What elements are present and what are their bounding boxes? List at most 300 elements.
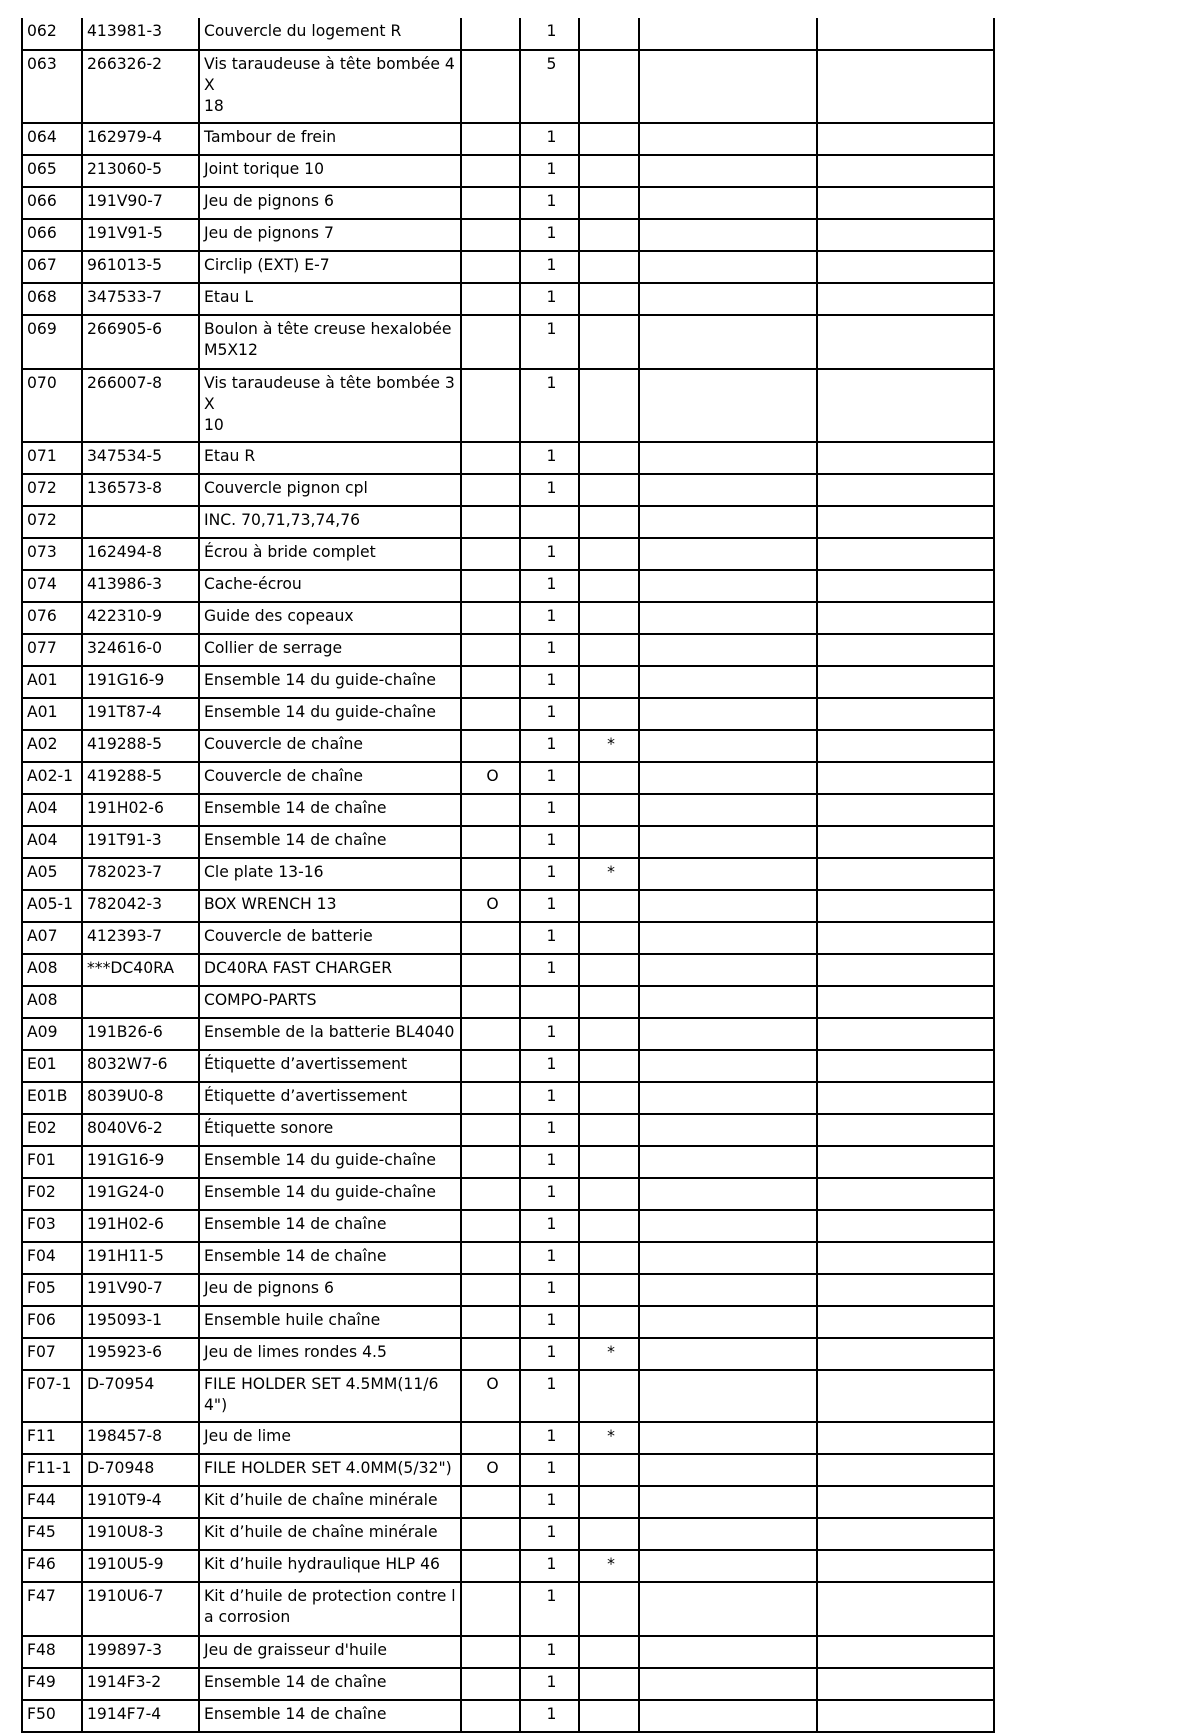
description-cell: Ensemble huile chaîne (199, 1306, 461, 1338)
quantity-cell: 1 (520, 890, 579, 922)
blank-cell (817, 442, 994, 474)
quantity-cell: 1 (520, 251, 579, 283)
note-cell (579, 794, 639, 826)
description-cell: Joint torique 10 (199, 155, 461, 187)
table-row (22, 1486, 994, 1518)
note-cell (579, 18, 639, 50)
quantity-cell: 1 (520, 1636, 579, 1668)
ref-number-cell: F07 (22, 1338, 82, 1370)
part-number-cell: 324616-0 (82, 634, 199, 666)
quantity-cell: 1 (520, 1114, 579, 1146)
description-cell: Etau R (199, 442, 461, 474)
blank-cell (817, 506, 994, 538)
note-cell: * (579, 1550, 639, 1582)
note-cell (579, 1274, 639, 1306)
blank-cell (817, 474, 994, 506)
note-cell (579, 1146, 639, 1178)
part-number-cell: 782023-7 (82, 858, 199, 890)
quantity-cell: 1 (520, 794, 579, 826)
quantity-cell: 1 (520, 1146, 579, 1178)
option-cell (461, 1422, 520, 1454)
blank-cell (639, 1668, 817, 1700)
blank-cell (639, 155, 817, 187)
table-row (22, 1454, 994, 1486)
blank-cell (817, 18, 994, 50)
option-cell (461, 1210, 520, 1242)
blank-cell (639, 986, 817, 1018)
option-cell (461, 1178, 520, 1210)
note-cell: * (579, 1422, 639, 1454)
blank-cell (817, 1178, 994, 1210)
blank-cell (817, 1550, 994, 1582)
table-row (22, 1210, 994, 1242)
option-cell (461, 634, 520, 666)
quantity-cell (520, 986, 579, 1018)
quantity-cell: 1 (520, 538, 579, 570)
table-row (22, 1668, 994, 1700)
description-cell: Couvercle de chaîne (199, 762, 461, 794)
option-cell (461, 922, 520, 954)
blank-cell (639, 1338, 817, 1370)
table-row (22, 602, 994, 634)
description-cell: Guide des copeaux (199, 602, 461, 634)
note-cell (579, 369, 639, 442)
description-cell: Boulon à tête creuse hexalobée M5X12 (199, 315, 461, 369)
note-cell: * (579, 730, 639, 762)
description-cell: Couvercle pignon cpl (199, 474, 461, 506)
quantity-cell: 1 (520, 315, 579, 369)
blank-cell (639, 18, 817, 50)
part-number-cell: 8040V6-2 (82, 1114, 199, 1146)
description-cell: Ensemble 14 de chaîne (199, 1210, 461, 1242)
part-number-cell: 191H02-6 (82, 794, 199, 826)
blank-cell (817, 283, 994, 315)
blank-cell (639, 698, 817, 730)
quantity-cell: 1 (520, 442, 579, 474)
blank-cell (817, 1082, 994, 1114)
option-cell (461, 570, 520, 602)
note-cell (579, 315, 639, 369)
note-cell (579, 602, 639, 634)
table-row (22, 1274, 994, 1306)
option-cell (461, 1018, 520, 1050)
table-row (22, 570, 994, 602)
note-cell (579, 1486, 639, 1518)
option-cell (461, 1050, 520, 1082)
table-row (22, 1370, 994, 1422)
option-cell (461, 315, 520, 369)
blank-cell (817, 1050, 994, 1082)
blank-cell (817, 1668, 994, 1700)
table-row (22, 762, 994, 794)
blank-cell (817, 826, 994, 858)
blank-cell (639, 1274, 817, 1306)
part-number-cell: 191G24-0 (82, 1178, 199, 1210)
note-cell (579, 123, 639, 155)
part-number-cell: 191T91-3 (82, 826, 199, 858)
option-cell (461, 858, 520, 890)
quantity-cell: 1 (520, 1422, 579, 1454)
blank-cell (639, 1700, 817, 1732)
part-number-cell: 961013-5 (82, 251, 199, 283)
option-cell (461, 1668, 520, 1700)
option-cell: O (461, 1370, 520, 1422)
table-row (22, 1338, 994, 1370)
blank-cell (639, 315, 817, 369)
quantity-cell: 1 (520, 219, 579, 251)
table-row (22, 283, 994, 315)
blank-cell (817, 1306, 994, 1338)
ref-number-cell: 066 (22, 219, 82, 251)
option-cell (461, 826, 520, 858)
note-cell (579, 570, 639, 602)
note-cell (579, 442, 639, 474)
description-cell: Kit d’huile de protection contre l a corrosion (199, 1582, 461, 1636)
quantity-cell: 1 (520, 474, 579, 506)
option-cell (461, 1306, 520, 1338)
blank-cell (817, 634, 994, 666)
ref-number-cell: E02 (22, 1114, 82, 1146)
part-number-cell: 195923-6 (82, 1338, 199, 1370)
blank-cell (817, 698, 994, 730)
blank-cell (639, 1242, 817, 1274)
part-number-cell: 198457-8 (82, 1422, 199, 1454)
ref-number-cell: E01 (22, 1050, 82, 1082)
description-cell: Etau L (199, 283, 461, 315)
description-cell: DC40RA FAST CHARGER (199, 954, 461, 986)
description-cell: Kit d’huile de chaîne minérale (199, 1486, 461, 1518)
blank-cell (817, 890, 994, 922)
part-number-cell: 191G16-9 (82, 1146, 199, 1178)
quantity-cell: 1 (520, 1582, 579, 1636)
note-cell (579, 1582, 639, 1636)
part-number-cell: 195093-1 (82, 1306, 199, 1338)
part-number-cell: 1914F7-4 (82, 1700, 199, 1732)
option-cell (461, 986, 520, 1018)
table-row (22, 858, 994, 890)
blank-cell (817, 858, 994, 890)
quantity-cell (520, 506, 579, 538)
part-number-cell: 419288-5 (82, 730, 199, 762)
blank-cell (817, 315, 994, 369)
quantity-cell: 1 (520, 1668, 579, 1700)
quantity-cell: 1 (520, 730, 579, 762)
table-row (22, 18, 994, 50)
blank-cell (817, 50, 994, 123)
table-row (22, 1700, 994, 1732)
note-cell (579, 251, 639, 283)
part-number-cell: 412393-7 (82, 922, 199, 954)
table-row (22, 251, 994, 283)
part-number-cell: 1910U6-7 (82, 1582, 199, 1636)
blank-cell (817, 1242, 994, 1274)
blank-cell (817, 730, 994, 762)
description-cell: Ensemble 14 de chaîne (199, 1668, 461, 1700)
blank-cell (639, 1422, 817, 1454)
note-cell (579, 50, 639, 123)
table-row (22, 1518, 994, 1550)
blank-cell (639, 730, 817, 762)
quantity-cell: 1 (520, 666, 579, 698)
blank-cell (817, 219, 994, 251)
table-row (22, 1422, 994, 1454)
option-cell (461, 538, 520, 570)
part-number-cell: 419288-5 (82, 762, 199, 794)
blank-cell (817, 123, 994, 155)
blank-cell (817, 1454, 994, 1486)
blank-cell (639, 858, 817, 890)
table-row (22, 1082, 994, 1114)
table-row (22, 442, 994, 474)
blank-cell (639, 1486, 817, 1518)
option-cell (461, 698, 520, 730)
note-cell (579, 1668, 639, 1700)
table-row (22, 1050, 994, 1082)
blank-cell (639, 1370, 817, 1422)
blank-cell (817, 570, 994, 602)
blank-cell (639, 634, 817, 666)
blank-cell (639, 251, 817, 283)
part-number-cell: 191V91-5 (82, 219, 199, 251)
description-cell: Jeu de pignons 6 (199, 1274, 461, 1306)
table-row (22, 986, 994, 1018)
blank-cell (817, 922, 994, 954)
quantity-cell: 1 (520, 1018, 579, 1050)
blank-cell (817, 1338, 994, 1370)
blank-cell (639, 50, 817, 123)
ref-number-cell: 070 (22, 369, 82, 442)
blank-cell (639, 538, 817, 570)
option-cell (461, 1242, 520, 1274)
description-cell: Jeu de pignons 7 (199, 219, 461, 251)
description-cell: Collier de serrage (199, 634, 461, 666)
option-cell (461, 1636, 520, 1668)
description-cell: Ensemble 14 de chaîne (199, 826, 461, 858)
blank-cell (817, 794, 994, 826)
quantity-cell: 1 (520, 369, 579, 442)
option-cell (461, 187, 520, 219)
option-cell (461, 1082, 520, 1114)
ref-number-cell: F11 (22, 1422, 82, 1454)
quantity-cell: 1 (520, 762, 579, 794)
description-cell: Étiquette d’avertissement (199, 1050, 461, 1082)
part-number-cell: 1910T9-4 (82, 1486, 199, 1518)
note-cell (579, 762, 639, 794)
part-number-cell: 191T87-4 (82, 698, 199, 730)
description-cell: Jeu de pignons 6 (199, 187, 461, 219)
description-cell: Ensemble 14 du guide-chaîne (199, 1178, 461, 1210)
quantity-cell: 1 (520, 1550, 579, 1582)
blank-cell (817, 1274, 994, 1306)
part-number-cell: 782042-3 (82, 890, 199, 922)
description-cell: Circlip (EXT) E-7 (199, 251, 461, 283)
quantity-cell: 1 (520, 858, 579, 890)
blank-cell (639, 506, 817, 538)
ref-number-cell: F46 (22, 1550, 82, 1582)
blank-cell (639, 1454, 817, 1486)
option-cell (461, 1518, 520, 1550)
blank-cell (817, 1114, 994, 1146)
description-cell: Ensemble 14 du guide-chaîne (199, 666, 461, 698)
description-cell: Cle plate 13-16 (199, 858, 461, 890)
part-number-cell: 413986-3 (82, 570, 199, 602)
blank-cell (639, 762, 817, 794)
note-cell: * (579, 1338, 639, 1370)
description-cell: Jeu de limes rondes 4.5 (199, 1338, 461, 1370)
description-cell: Ensemble 14 de chaîne (199, 1700, 461, 1732)
blank-cell (639, 826, 817, 858)
option-cell (461, 1274, 520, 1306)
part-number-cell: 162979-4 (82, 123, 199, 155)
quantity-cell: 1 (520, 1082, 579, 1114)
blank-cell (639, 1582, 817, 1636)
ref-number-cell: A04 (22, 826, 82, 858)
description-cell: Jeu de lime (199, 1422, 461, 1454)
quantity-cell: 1 (520, 1486, 579, 1518)
description-cell: Couvercle de chaîne (199, 730, 461, 762)
ref-number-cell: F05 (22, 1274, 82, 1306)
table-row (22, 315, 994, 369)
blank-cell (639, 1114, 817, 1146)
ref-number-cell: 074 (22, 570, 82, 602)
description-cell: Vis taraudeuse à tête bombée 3X 10 (199, 369, 461, 442)
option-cell (461, 474, 520, 506)
note-cell (579, 986, 639, 1018)
note-cell (579, 1636, 639, 1668)
blank-cell (817, 666, 994, 698)
blank-cell (639, 1550, 817, 1582)
ref-number-cell: A01 (22, 698, 82, 730)
ref-number-cell: 066 (22, 187, 82, 219)
table-row (22, 698, 994, 730)
ref-number-cell: A01 (22, 666, 82, 698)
table-row (22, 1550, 994, 1582)
blank-cell (639, 1050, 817, 1082)
note-cell: * (579, 858, 639, 890)
part-number-cell: 347533-7 (82, 283, 199, 315)
ref-number-cell: F50 (22, 1700, 82, 1732)
blank-cell (817, 602, 994, 634)
ref-number-cell: F49 (22, 1668, 82, 1700)
quantity-cell: 1 (520, 1178, 579, 1210)
part-number-cell: 266905-6 (82, 315, 199, 369)
option-cell (461, 1486, 520, 1518)
blank-cell (639, 666, 817, 698)
blank-cell (639, 1018, 817, 1050)
ref-number-cell: 071 (22, 442, 82, 474)
option-cell (461, 666, 520, 698)
blank-cell (817, 1486, 994, 1518)
description-cell: Cache-écrou (199, 570, 461, 602)
ref-number-cell: F45 (22, 1518, 82, 1550)
part-number-cell: 422310-9 (82, 602, 199, 634)
part-number-cell: 413981-3 (82, 18, 199, 50)
part-number-cell: 191V90-7 (82, 1274, 199, 1306)
note-cell (579, 1306, 639, 1338)
table-row (22, 1582, 994, 1636)
ref-number-cell: F01 (22, 1146, 82, 1178)
part-number-cell: 191G16-9 (82, 666, 199, 698)
note-cell (579, 538, 639, 570)
blank-cell (817, 187, 994, 219)
part-number-cell: 1914F3-2 (82, 1668, 199, 1700)
table-row (22, 187, 994, 219)
blank-cell (639, 1210, 817, 1242)
ref-number-cell: 076 (22, 602, 82, 634)
option-cell (461, 251, 520, 283)
part-number-cell: D-70954 (82, 1370, 199, 1422)
quantity-cell: 1 (520, 1274, 579, 1306)
table-row (22, 1114, 994, 1146)
blank-cell (817, 1582, 994, 1636)
note-cell (579, 890, 639, 922)
description-cell: FILE HOLDER SET 4.5MM(11/64") (199, 1370, 461, 1422)
note-cell (579, 283, 639, 315)
blank-cell (639, 890, 817, 922)
part-number-cell: 213060-5 (82, 155, 199, 187)
blank-cell (639, 602, 817, 634)
blank-cell (639, 1636, 817, 1668)
part-number-cell: D-70948 (82, 1454, 199, 1486)
blank-cell (817, 1636, 994, 1668)
note-cell (579, 1454, 639, 1486)
blank-cell (817, 986, 994, 1018)
table-row (22, 50, 994, 123)
table-row (22, 538, 994, 570)
blank-cell (817, 538, 994, 570)
part-number-cell: 191V90-7 (82, 187, 199, 219)
description-cell: Étiquette sonore (199, 1114, 461, 1146)
description-cell: Ensemble 14 du guide-chaîne (199, 698, 461, 730)
ref-number-cell: A05-1 (22, 890, 82, 922)
note-cell (579, 1242, 639, 1274)
quantity-cell: 1 (520, 570, 579, 602)
part-number-cell (82, 986, 199, 1018)
option-cell (461, 155, 520, 187)
blank-cell (639, 922, 817, 954)
ref-number-cell: 069 (22, 315, 82, 369)
description-cell: Étiquette d’avertissement (199, 1082, 461, 1114)
blank-cell (639, 283, 817, 315)
note-cell (579, 187, 639, 219)
option-cell (461, 602, 520, 634)
option-cell (461, 1550, 520, 1582)
description-cell: Kit d’huile de chaîne minérale (199, 1518, 461, 1550)
blank-cell (639, 570, 817, 602)
option-cell (461, 730, 520, 762)
description-cell: Ensemble 14 du guide-chaîne (199, 1146, 461, 1178)
option-cell (461, 1114, 520, 1146)
description-cell: FILE HOLDER SET 4.0MM(5/32") (199, 1454, 461, 1486)
table-row (22, 1178, 994, 1210)
note-cell (579, 922, 639, 954)
ref-number-cell: A09 (22, 1018, 82, 1050)
option-cell (461, 954, 520, 986)
ref-number-cell: 072 (22, 506, 82, 538)
note-cell (579, 1210, 639, 1242)
blank-cell (639, 474, 817, 506)
table-row (22, 155, 994, 187)
quantity-cell: 1 (520, 954, 579, 986)
description-cell: Ensemble 14 de chaîne (199, 1242, 461, 1274)
description-cell: Jeu de graisseur d'huile (199, 1636, 461, 1668)
part-number-cell: 191B26-6 (82, 1018, 199, 1050)
quantity-cell: 1 (520, 698, 579, 730)
note-cell (579, 506, 639, 538)
quantity-cell: 1 (520, 922, 579, 954)
part-number-cell: 266007-8 (82, 369, 199, 442)
part-number-cell: 347534-5 (82, 442, 199, 474)
